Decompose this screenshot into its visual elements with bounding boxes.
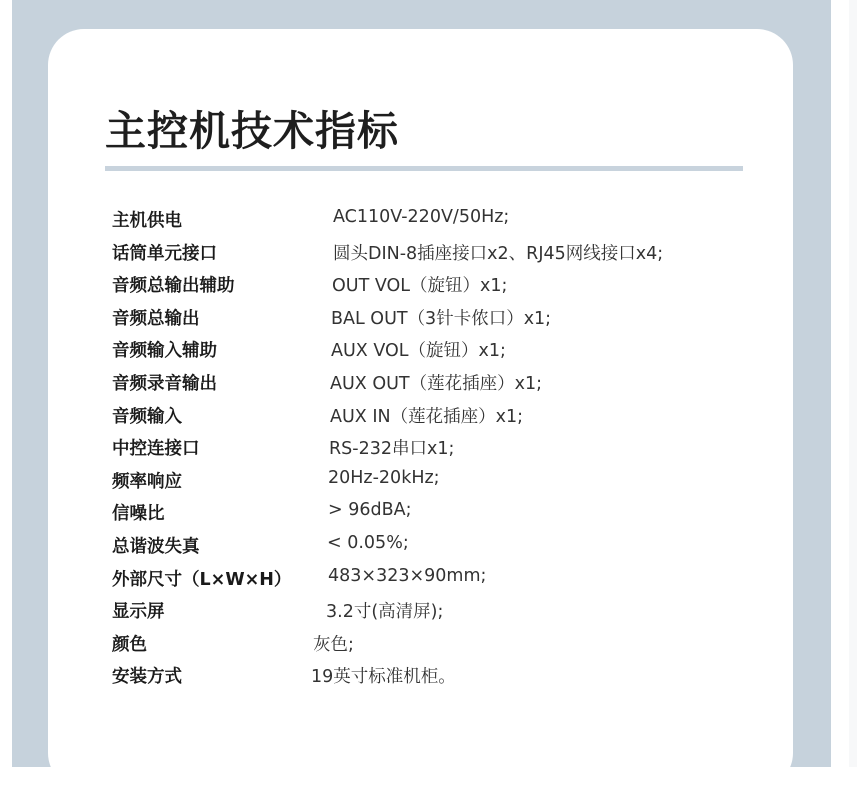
- spec-label: 音频输入: [112, 406, 182, 427]
- spec-row-master-out-aux: [112, 272, 752, 305]
- spec-value: 20Hz-20kHz;: [328, 467, 440, 488]
- spec-label: 总谐波失真: [112, 536, 200, 557]
- spec-label: 话筒单元接口: [112, 243, 217, 264]
- spec-value: AUX IN（莲花插座）x1;: [330, 406, 523, 427]
- page-title: 主控机技术指标: [105, 107, 399, 155]
- spec-label: 外部尺寸（L×W×H）: [112, 569, 292, 590]
- spec-row-power: [112, 207, 752, 240]
- spec-value: 19英寸标准机柜。: [311, 667, 456, 688]
- spec-label: 安装方式: [112, 667, 182, 688]
- spec-value: 灰色;: [313, 634, 354, 655]
- spec-label: 主机供电: [112, 211, 182, 231]
- spec-value: AUX OUT（莲花插座）x1;: [330, 373, 542, 394]
- spec-row-mic-interface: [112, 240, 752, 273]
- adjacent-panel-edge: [849, 0, 857, 767]
- spec-row-thd: [112, 533, 752, 566]
- spec-value: AUX VOL（旋钮）x1;: [331, 341, 506, 362]
- spec-value: 3.2寸(高清屏);: [326, 602, 444, 623]
- spec-label: 信噪比: [112, 504, 165, 525]
- spec-row-display: [112, 598, 752, 631]
- spec-value: BAL OUT（3针卡侬口）x1;: [331, 308, 552, 329]
- spec-value: OUT VOL（旋钮）x1;: [332, 276, 508, 297]
- spec-label: 音频输入辅助: [112, 341, 217, 362]
- spec-row-color: [112, 631, 752, 664]
- spec-label: 音频录音输出: [112, 373, 217, 394]
- spec-value: 圆头DIN-8插座接口x2、RJ45网线接口x4;: [333, 243, 664, 264]
- spec-label: 中控连接口: [112, 439, 200, 460]
- spec-row-control-port: [112, 435, 752, 468]
- spec-value: AC110V-220V/50Hz;: [333, 207, 510, 227]
- spec-table: [112, 207, 752, 696]
- spec-row-dimensions: [112, 566, 752, 599]
- spec-label: 音频总输出辅助: [112, 276, 235, 297]
- spec-row-snr: [112, 500, 752, 533]
- title-divider: [105, 166, 743, 171]
- spec-row-frequency-response: [112, 468, 752, 501]
- spec-value: > 96dBA;: [328, 500, 412, 521]
- spec-label: 颜色: [112, 634, 147, 655]
- spec-row-input-aux: [112, 337, 752, 370]
- spec-row-master-out: [112, 305, 752, 338]
- spec-value: < 0.05%;: [327, 532, 409, 553]
- spec-row-record-out: [112, 370, 752, 403]
- spec-label: 显示屏: [112, 602, 165, 623]
- spec-value: RS-232串口x1;: [329, 439, 455, 460]
- spec-value: 483×323×90mm;: [328, 565, 487, 586]
- spec-label: 频率响应: [112, 471, 182, 492]
- spec-label: 音频总输出: [112, 308, 200, 329]
- spec-row-audio-in: [112, 403, 752, 436]
- spec-row-mounting: [112, 663, 752, 696]
